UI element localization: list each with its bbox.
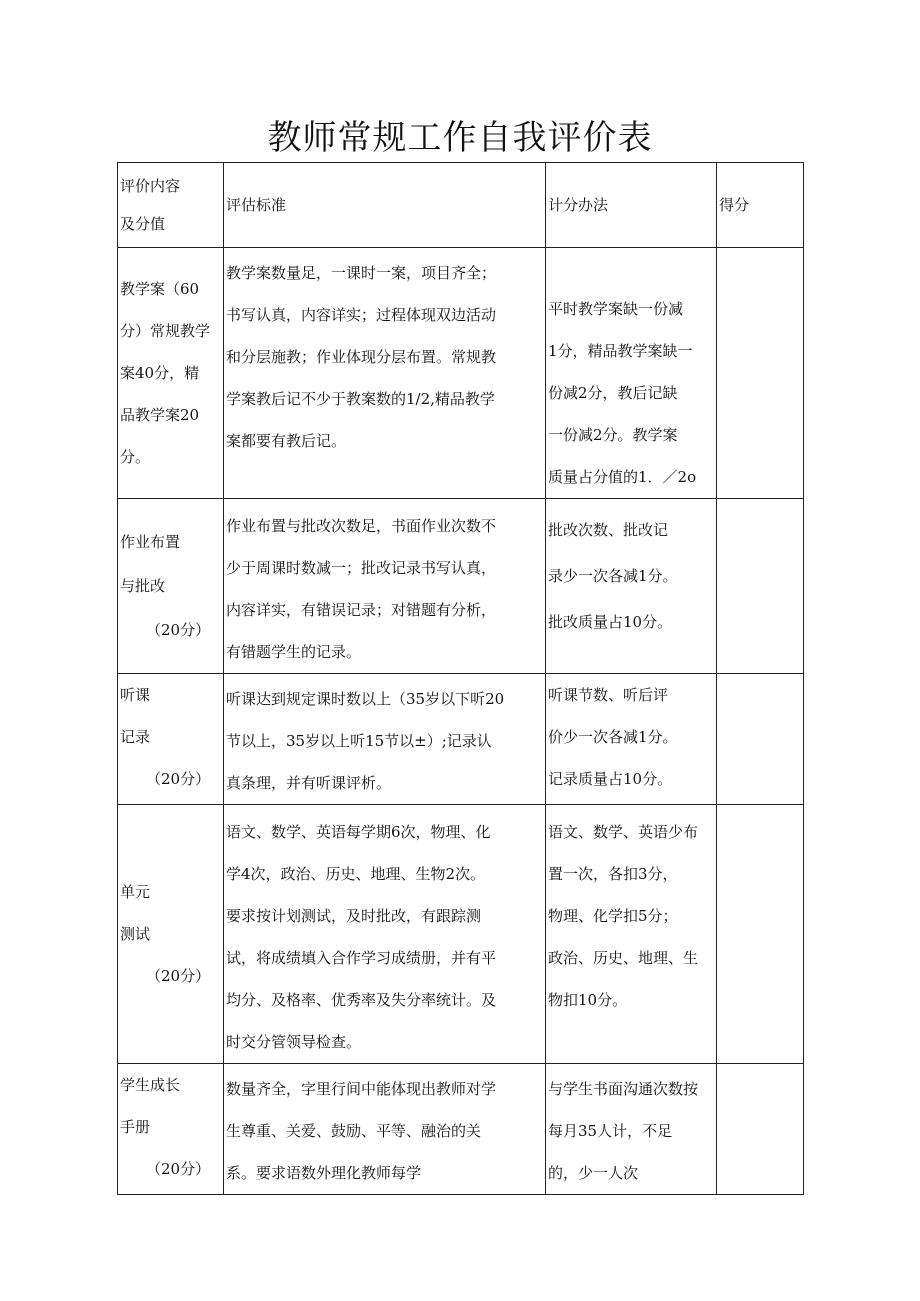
score-cell	[717, 805, 804, 1064]
header-content-cell	[118, 163, 224, 248]
header-content-line: 评价内容	[120, 177, 181, 195]
table-row	[118, 805, 804, 1064]
standard-cell: 作业布置与批改次数足，书面作业次数不 少于周课时数减一；批改记录书写认真， 内容详实，有错误记录；对错题有分析， 有错题学生的记录。	[224, 499, 546, 674]
header-method-cell: 计分办法	[546, 163, 717, 248]
score-cell	[717, 674, 804, 805]
table-row	[118, 248, 804, 499]
table-row	[118, 674, 804, 805]
content-cell: 学生成长 手册 （20分）	[118, 1064, 224, 1195]
score-cell	[717, 248, 804, 499]
header-standard-cell: 评估标准	[224, 163, 546, 248]
standard-cell: 听课达到规定课时数以上（35岁以下听20 节以上，35岁以上听15节以±）;记录认 真条理，并有听课评析。	[224, 674, 546, 805]
content-cell: 教学案（60 分）常规教学 案40分，精 品教学案20 分。	[118, 248, 224, 499]
score-cell	[717, 499, 804, 674]
content-cell: 单元 测试 （20分）	[118, 805, 224, 1064]
method-cell: 批改次数、批改记 录少一次各减1分。 批改质量占10分。	[546, 499, 717, 674]
content-cell: 听课 记录 （20分）	[118, 674, 224, 805]
evaluation-table	[117, 162, 804, 1195]
standard-cell: 语文、数学、英语每学期6次，物理、化 学4次，政治、历史、地理、生物2次。 要求按计划测试，及时批改，有跟踪测 试，将成绩填入合作学习成绩册，并有平 均分、及格率、优秀率及失分率统计。及 时交分管领导检查。	[224, 805, 546, 1064]
method-cell: 与学生书面沟通次数按 每月35人计，不足 的，少一人次	[546, 1064, 717, 1195]
table-header-row	[118, 163, 804, 248]
method-cell: 听课节数、听后评 价少一次各减1分。 记录质量占10分。	[546, 674, 717, 805]
standard-cell: 数量齐全，字里行间中能体现出教师对学 生尊重、关爱、鼓励、平等、融治的关 系。要求语数外理化教师每学	[224, 1064, 546, 1195]
header-score-cell: 得分	[717, 163, 804, 248]
score-cell	[717, 1064, 804, 1195]
content-cell: 作业布置 与批改 （20分）	[118, 499, 224, 674]
header-content-line: 及分值	[120, 215, 166, 233]
table-row	[118, 499, 804, 674]
page-title: 教师常规工作自我评价表	[267, 118, 653, 158]
method-cell: 语文、数学、英语少布 置一次，各扣3分， 物理、化学扣5分； 政治、历史、地理、生 物扣10分。	[546, 805, 717, 1064]
method-cell: 平时教学案缺一份减 1分，精品教学案缺一 份减2分，教后记缺 一份减2分。教学案 质量占分值的1．／2o	[546, 248, 717, 499]
table-row	[118, 1064, 804, 1195]
standard-cell: 教学案数量足，一课时一案，项目齐全； 书写认真，内容详实；过程体现双边活动 和分层施教；作业体现分层布置。常规教 学案教后记不少于教案数的1/2,精品教学 案都要有教后记。	[224, 248, 546, 499]
